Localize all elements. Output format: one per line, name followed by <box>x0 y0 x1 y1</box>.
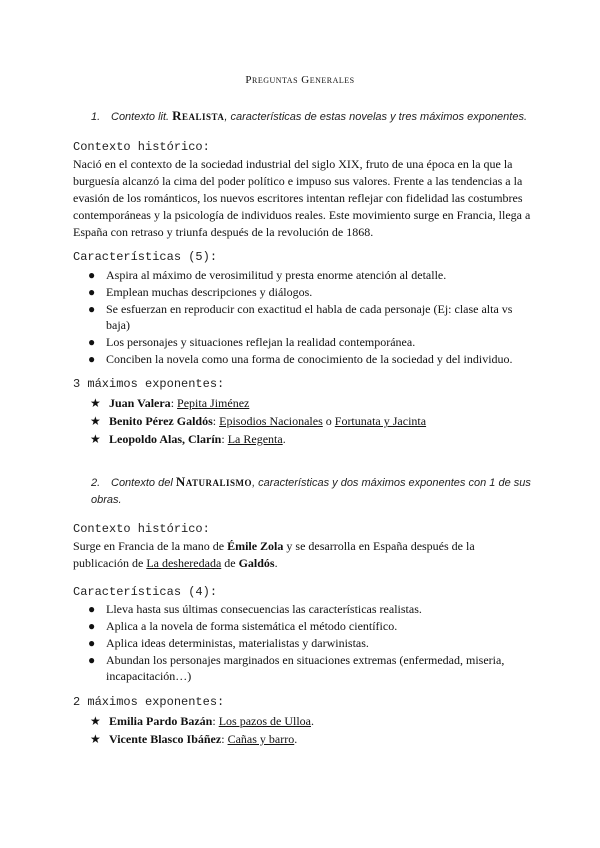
list-item: ● Lleva hasta sus últimas consecuencias las características realistas. <box>88 602 422 616</box>
question-number: 2. <box>91 477 101 489</box>
list-item: ● Aplica ideas deterministas, materialistas y darwinistas. <box>88 636 369 650</box>
bullet-icon: ● <box>88 619 96 633</box>
bullet-icon: ● <box>88 335 96 349</box>
bullet-icon: ● <box>88 636 96 650</box>
question-text-post: , características de estas novelas y tres máximos exponentes. <box>224 111 528 123</box>
list-item: ★ Benito Pérez Galdós: Episodios Nacionales o Fortunata y Jacinta <box>90 414 427 428</box>
list-item: ★ Emilia Pardo Bazán: Los pazos de Ulloa. <box>90 714 314 728</box>
list-item: ● Emplean muchas descripciones y diálogos. <box>88 285 313 299</box>
work-title: Los pazos de Ulloa <box>218 714 311 728</box>
section-heading-exponentes: 3 máximos exponentes: <box>73 377 225 391</box>
list-caracteristicas-naturalismo <box>73 601 533 685</box>
question-text-pre: Contexto del <box>111 477 176 489</box>
author-name: Galdós <box>238 556 275 570</box>
work-title: Cañas y barro <box>227 732 295 746</box>
list-exponentes-realismo <box>73 394 533 448</box>
list-item: ● Conciben la novela como una forma de conocimiento de la sociedad y del individuo. <box>88 352 513 366</box>
section-heading-caracteristicas: Características (4): <box>73 585 218 599</box>
section-heading-caracteristicas: Características (5): <box>73 250 218 264</box>
question-keyword: Realista <box>172 108 225 123</box>
bullet-icon: ● <box>88 302 96 316</box>
star-icon: ★ <box>90 714 101 728</box>
work-title: Fortunata y Jacinta <box>334 414 427 428</box>
bullet-icon: ● <box>88 602 96 616</box>
paragraph-contexto-naturalismo: Surge en Francia de la mano de Émile Zola y se desarrolla en España después de la publicación de La desheredada de Galdós. <box>73 539 475 570</box>
work-title: La Regenta <box>227 432 283 446</box>
list-item: ● Se esfuerzan en reproducir con exactitud el habla de cada personaje (Ej: clase alta vs baja) <box>88 302 513 332</box>
list-item: ★ Juan Valera: Pepita Jiménez <box>90 396 250 410</box>
work-title: Pepita Jiménez <box>177 396 250 410</box>
star-icon: ★ <box>90 414 101 428</box>
section-heading-exponentes: 2 máximos exponentes: <box>73 695 225 709</box>
star-icon: ★ <box>90 732 101 746</box>
section-heading-contexto: Contexto histórico: <box>73 140 210 154</box>
bullet-icon: ● <box>88 285 96 299</box>
bullet-icon: ● <box>88 653 96 667</box>
bullet-icon: ● <box>88 268 96 282</box>
question-number: 1. <box>91 111 101 123</box>
work-title: Episodios Nacionales <box>219 414 323 428</box>
list-item: ● Aspira al máximo de verosimilitud y presta enorme atención al detalle. <box>88 268 447 282</box>
star-icon: ★ <box>90 396 101 410</box>
list-caracteristicas-realismo <box>73 267 533 368</box>
star-icon: ★ <box>90 432 101 446</box>
question-text-pre: Contexto lit. <box>111 111 173 123</box>
list-item: ★ Vicente Blasco Ibáñez: Cañas y barro. <box>90 732 298 746</box>
author-name: Juan Valera <box>109 396 171 410</box>
question-2 <box>91 473 531 509</box>
question-text-post: , características y dos máximos exponentes con 1 de sus obras. <box>91 477 531 506</box>
list-item: ● Los personajes y situaciones reflejan la realidad contemporánea. <box>88 335 416 349</box>
list-item: ● Aplica a la novela de forma sistemática el método científico. <box>88 619 398 633</box>
list-item: ★ Leopoldo Alas, Clarín: La Regenta. <box>90 432 286 446</box>
author-name: Vicente Blasco Ibáñez <box>109 732 222 746</box>
list-exponentes-naturalismo <box>73 712 533 748</box>
author-name: Émile Zola <box>227 539 284 553</box>
list-item: ● Abundan los personajes marginados en situaciones extremas (enfermedad, miseria, incapacitación…) <box>88 653 505 683</box>
bullet-icon: ● <box>88 352 96 366</box>
author-name: Emilia Pardo Bazán <box>109 714 213 728</box>
question-1 <box>91 107 531 126</box>
section-heading-contexto: Contexto histórico: <box>73 522 210 536</box>
question-keyword: Naturalismo <box>175 474 253 489</box>
paragraph-contexto-realismo: Nació en el contexto de la sociedad industrial del siglo XIX, fruto de una época en la que la burguesía alcanzó la cima del poder político e impuso sus valores. Frente a las tendencias a la evasión de los románticos, los nuevos escritores intentan reflejar con fidelidad las costumbres contemporáneas y la psicología de individuos reales. Este movimiento surge en Francia, llega a España con retraso y triunfa después de la revolución de 1868. <box>73 157 531 239</box>
author-name: Leopoldo Alas, Clarín <box>109 432 222 446</box>
author-name: Benito Pérez Galdós <box>109 414 213 428</box>
work-title: La desheredada <box>146 556 222 570</box>
page-title: Preguntas Generales <box>245 74 355 86</box>
